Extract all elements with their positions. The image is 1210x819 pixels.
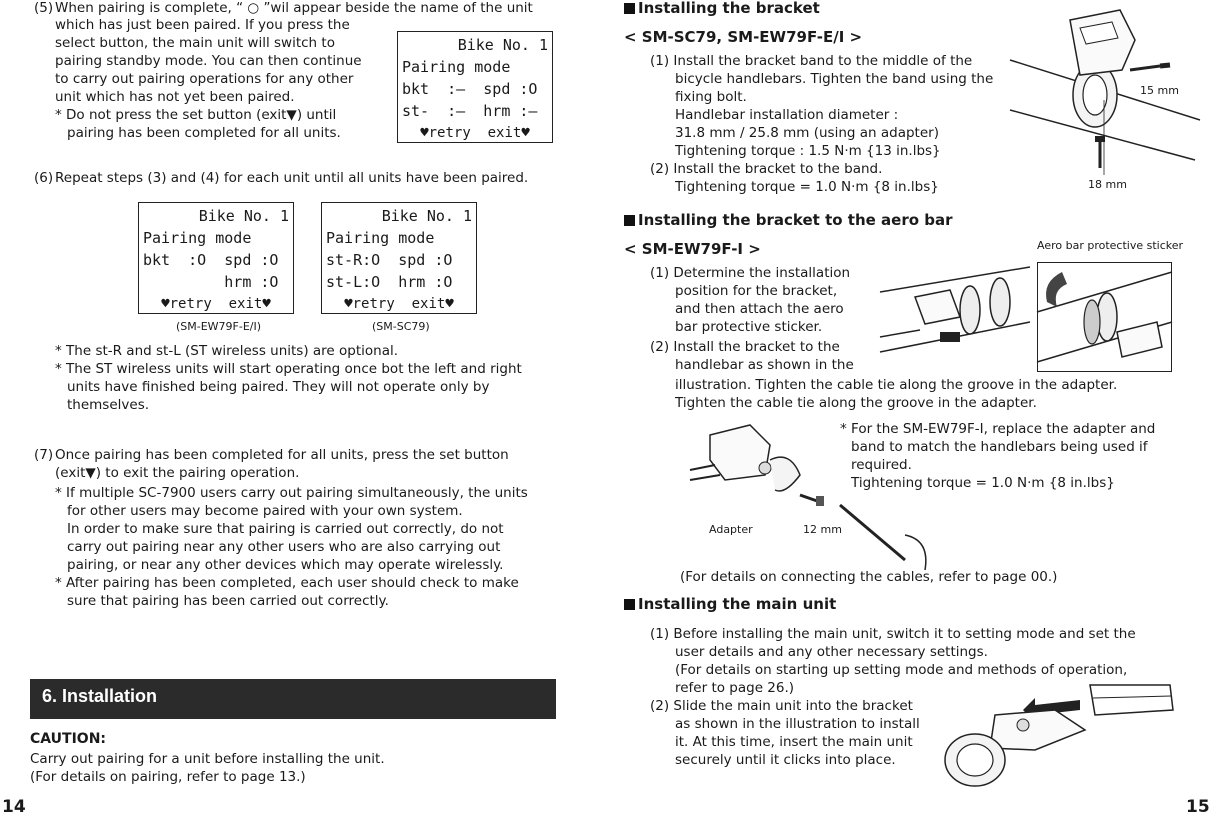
step5-note: pairing has been completed for all units.: [67, 125, 341, 141]
heading-main-unit: Installing the main unit: [624, 596, 836, 613]
heading-bracket: Installing the bracket: [624, 0, 820, 17]
heading-aero: Installing the bracket to the aero bar: [624, 212, 953, 229]
lcd-caption: (SM-SC79): [372, 320, 430, 333]
bracket-line: fixing bolt.: [675, 89, 747, 105]
lcd-row: bkt :— spd :O: [402, 80, 538, 98]
bracket-line: Tightening torque : 1.5 N·m {13 in.lbs}: [675, 143, 941, 159]
adapter-note: required.: [851, 457, 912, 473]
main-unit-illustration: [935, 680, 1175, 790]
lcd-row: bkt :O spd :O: [143, 251, 279, 269]
aero-line: (1) Determine the installation: [650, 265, 851, 281]
bracket-line: bicycle handlebars. Tighten the band using the: [675, 71, 994, 87]
aero-line: bar protective sticker.: [675, 319, 823, 335]
aero-line: position for the bracket,: [675, 283, 838, 299]
step6-number: (6): [34, 170, 54, 186]
step5-number: (5): [34, 0, 54, 16]
adapter-note: band to match the handlebars being used if: [851, 439, 1148, 455]
lcd-title: Bike No. 1: [198, 207, 289, 225]
aero-sticker-illustration: [1037, 262, 1172, 372]
section-title: 6. Installation: [42, 686, 158, 706]
caution-label: CAUTION:: [30, 731, 107, 747]
main-unit-line: as shown in the illustration to install: [675, 716, 920, 732]
bracket-line: (1) Install the bracket band to the middle of the: [650, 53, 973, 69]
lcd-screen-ew79: [138, 202, 294, 314]
lcd-row: st-R:O spd :O: [326, 251, 453, 269]
page-number-left: 14: [2, 797, 26, 817]
step7-line: Once pairing has been completed for all units, press the set button: [55, 447, 509, 463]
adapter-note: * For the SM-EW79F-I, replace the adapter and: [840, 421, 1156, 437]
model-label: < SM-SC79, SM-EW79F-E/I >: [624, 28, 863, 46]
main-unit-line: (For details on starting up setting mode and methods of operation,: [675, 662, 1128, 678]
lcd-row: hrm :O: [143, 273, 279, 291]
step5-line: unit which has not yet been paired.: [55, 89, 295, 105]
note-line: themselves.: [67, 397, 150, 413]
lcd-footer: ♥retry exit♥: [344, 296, 454, 312]
step7-note: * After pairing has been completed, each user should check to make: [55, 575, 519, 591]
step5-line: which has just been paired. If you press the: [55, 17, 350, 33]
bracket-line: 31.8 mm / 25.8 mm (using an adapter): [675, 125, 939, 141]
step7-note: sure that pairing has been carried out correctly.: [67, 593, 389, 609]
page-number-right: 15: [1186, 797, 1210, 817]
step6-text: Repeat steps (3) and (4) for each unit until all units have been paired.: [55, 170, 529, 186]
lcd-footer: ♥retry exit♥: [420, 125, 530, 141]
step7-line: (exit▼) to exit the pairing operation.: [55, 465, 300, 481]
size-label-15mm: 15 mm: [1140, 84, 1179, 97]
lcd-screen-pairing: [397, 31, 553, 143]
caution-line: Carry out pairing for a unit before installing the unit.: [30, 751, 385, 767]
step5-note: * Do not press the set button (exit▼) until: [55, 107, 337, 123]
note-line: * The ST wireless units will start operating once bot the left and right: [55, 361, 522, 377]
lcd-screen-sc79: [321, 202, 477, 314]
lcd-caption: (SM-EW79F-E/I): [176, 320, 262, 333]
square-bullet-icon: [624, 599, 635, 610]
adapter-label: Adapter: [709, 523, 753, 536]
lcd-footer: ♥retry exit♥: [161, 296, 271, 312]
aero-bar-illustration: [880, 262, 1035, 372]
bracket-line: Tightening torque = 1.0 N·m {8 in.lbs}: [675, 179, 939, 195]
step7-note: In order to make sure that pairing is carried out correctly, do not: [67, 521, 504, 537]
step5-line: select button, the main unit will switch to: [55, 35, 335, 51]
main-unit-line: (1) Before installing the main unit, switch it to setting mode and set the: [650, 626, 1136, 642]
main-unit-line: securely until it clicks into place.: [675, 752, 896, 768]
step5-line: to carry out pairing operations for any other: [55, 71, 354, 87]
lcd-mode: Pairing mode: [402, 58, 511, 76]
aero-line: Tighten the cable tie along the groove in the adapter.: [675, 395, 1037, 411]
aero-line: and then attach the aero: [675, 301, 844, 317]
size-label-12mm: 12 mm: [803, 523, 842, 536]
note-line: units have finished being paired. They will not operate only by: [67, 379, 490, 395]
main-unit-line: it. At this time, insert the main unit: [675, 734, 913, 750]
lcd-row: st-L:O hrm :O: [326, 273, 453, 291]
section-banner: [30, 679, 556, 719]
cables-reference: (For details on connecting the cables, refer to page 00.): [680, 569, 1058, 585]
lcd-mode: Pairing mode: [326, 229, 435, 247]
main-unit-line: refer to page 26.): [675, 680, 795, 696]
lcd-title: Bike No. 1: [457, 36, 548, 54]
bracket-line: Handlebar installation diameter :: [675, 107, 899, 123]
step5-line: When pairing is complete, “ ○ ”wil appear beside the name of the unit: [55, 0, 533, 16]
step5-line: pairing standby mode. You can then continue: [55, 53, 362, 69]
step7-note: * If multiple SC-7900 users carry out pairing simultaneously, the units: [55, 485, 528, 501]
lcd-mode: Pairing mode: [143, 229, 252, 247]
step7-number: (7): [34, 447, 54, 463]
caution-line: (For details on pairing, refer to page 13.): [30, 769, 306, 785]
note-line: * The st-R and st-L (ST wireless units) are optional.: [55, 343, 399, 359]
aero-line: illustration. Tighten the cable tie along the groove in the adapter.: [675, 377, 1118, 393]
lcd-title: Bike No. 1: [381, 207, 472, 225]
aero-line: (2) Install the bracket to the: [650, 339, 840, 355]
adapter-note: Tightening torque = 1.0 N·m {8 in.lbs}: [851, 475, 1115, 491]
main-unit-line: user details and any other necessary settings.: [675, 644, 988, 660]
square-bullet-icon: [624, 3, 635, 14]
bracket-line: (2) Install the bracket to the band.: [650, 161, 883, 177]
step7-note: for other users may become paired with your own system.: [67, 503, 463, 519]
aero-line: handlebar as shown in the: [675, 357, 854, 373]
model-label: < SM-EW79F-I >: [624, 240, 761, 258]
sticker-label: Aero bar protective sticker: [1037, 239, 1184, 252]
size-label-18mm: 18 mm: [1088, 178, 1127, 191]
step7-note: carry out pairing near any other users who are also carrying out: [67, 539, 501, 555]
main-unit-line: (2) Slide the main unit into the bracket: [650, 698, 913, 714]
square-bullet-icon: [624, 215, 635, 226]
lcd-row: st- :— hrm :—: [402, 102, 538, 120]
step7-note: pairing, or near any other devices which may operate wirelessly.: [67, 557, 504, 573]
